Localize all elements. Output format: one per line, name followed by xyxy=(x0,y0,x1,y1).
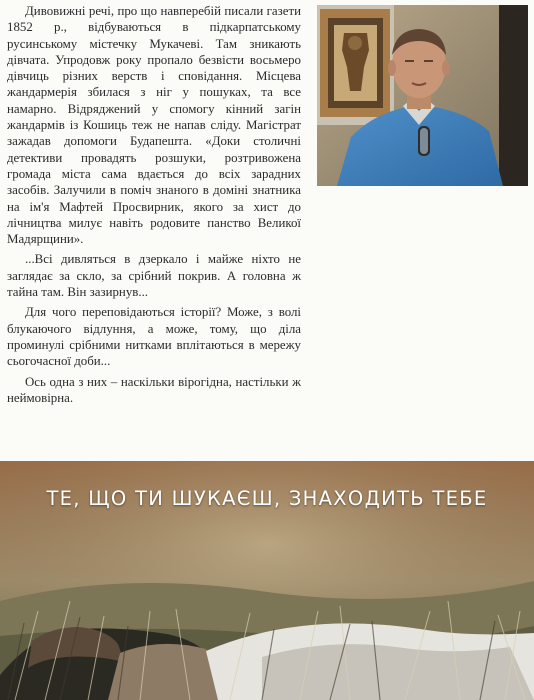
author-photo xyxy=(317,5,528,186)
cover-tagline: ТЕ, ЩО ТИ ШУКАЄШ, ЗНАХОДИТЬ ТЕБЕ xyxy=(46,487,488,510)
cover-illustration xyxy=(0,461,534,700)
paragraph-story-intro: Дивовижні речі, про що навперебій писали газети 1852 р., відбуваються в підкарпатському русинському містечку Мукачеві. Там зникають дівчата. Упродовж року пропало безвісти восьмеро дівчиць різних верств і сповідання. Місцева жандармерія збилася з ніг у пошуках, та все намарно. Відряджений у спомогу кінний загін жандармів із Кошиць теж не напав сліду. Магістрат зажадав допомоги Будапешта. «Доки столичні детективи провадять розшуки, розтривожена громада міста сама вдається до всіх зарадних засобів. Залучили в поміч знаного в доміні знатника на ім'я Мафтей Просвирник, якого за хист до лічництва милує навіть родовите панство Великої Мадярщини». xyxy=(7,4,301,247)
paragraph-mirror: ...Всі дивляться в дзеркало і майже ніхто не заглядає за скло, за срібний покрив. А головна ж тайна там. Він зазирнув... xyxy=(7,252,301,300)
paragraph-one-of-them: Ось одна з них – наскільки вірогідна, настільки ж неймовірна. xyxy=(7,374,301,405)
paragraph-why-stories: Для чого переповідаються історії? Може, з волі блукаючого відлуння, а може, тому, що діла проминулі срібними нитками вплітаються в мережу сьогочасної доби... xyxy=(7,305,301,369)
annotation-text-column xyxy=(7,3,301,410)
